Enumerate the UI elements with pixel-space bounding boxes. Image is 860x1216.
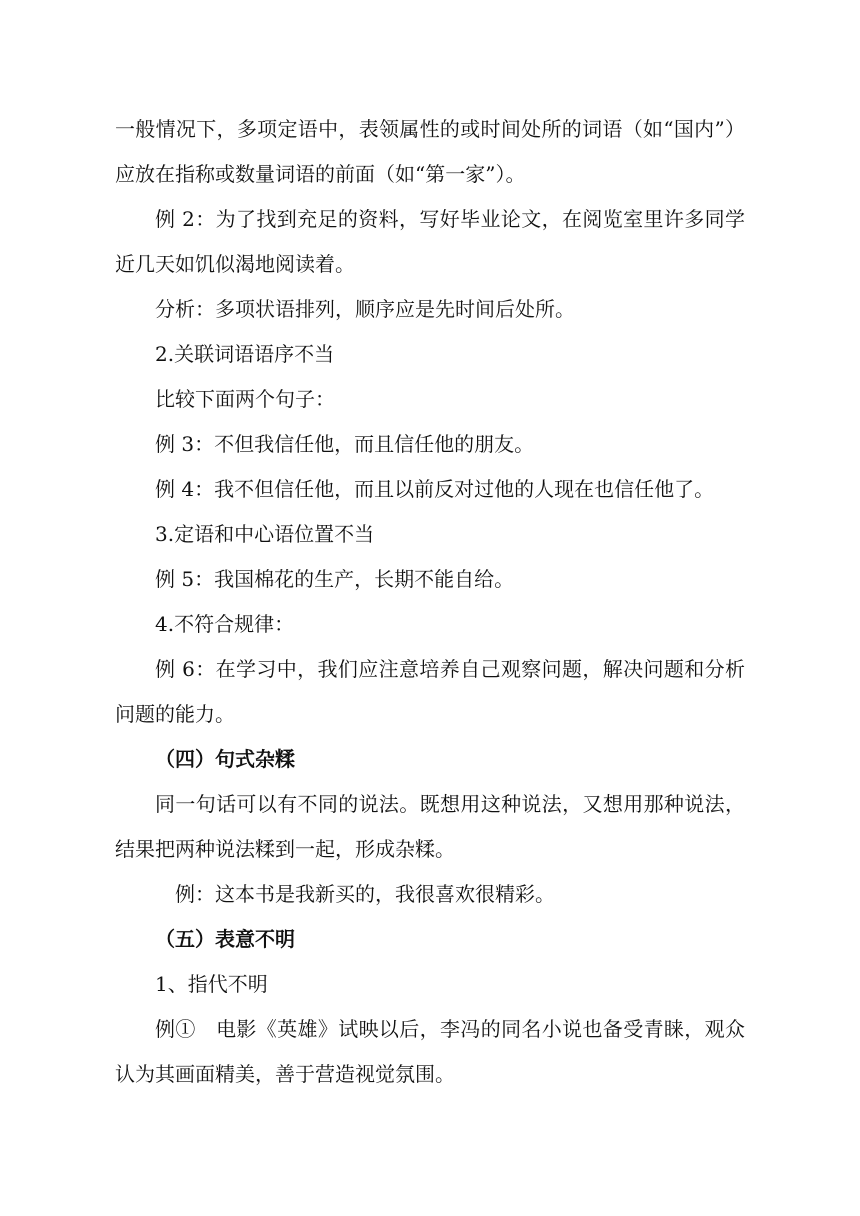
- heading-unclear-reference: 1、指代不明: [155, 972, 268, 996]
- section-heading-unclear-meaning: （五）表意不明: [155, 927, 295, 951]
- paragraph-mixed-structure: 同一句话可以有不同的说法。既想用这种说法，又想用那种说法，结果把两种说法糅到一起，形成杂糅。: [115, 792, 745, 861]
- heading-not-logical: 4.不符合规律：: [155, 612, 295, 636]
- paragraph-example-circled-1: 例① 电影《英雄》试映以后，李冯的同名小说也备受青睐，观众认为其画面精美，善于营造视觉氛围。: [115, 1017, 745, 1086]
- heading-conjunction-order: 2.关联词语语序不当: [155, 342, 335, 366]
- paragraph-compare: 比较下面两个句子：: [155, 387, 335, 411]
- paragraph-example-5: 例 5：我国棉花的生产，长期不能自给。: [155, 567, 515, 591]
- paragraph-attribute-order: 一般情况下，多项定语中，表领属性的或时间处所的词语（如“国内”）应放在指称或数量词语的前面（如“第一家”）。: [115, 117, 745, 186]
- paragraph-example-6: 例 6：在学习中，我们应注意培养自己观察问题，解决问题和分析问题的能力。: [115, 657, 745, 726]
- paragraph-example-3: 例 3：不但我信任他，而且信任他的朋友。: [155, 432, 535, 456]
- paragraph-analysis: 分析：多项状语排列，顺序应是先时间后处所。: [155, 297, 575, 321]
- paragraph-example-4: 例 4：我不但信任他，而且以前反对过他的人现在也信任他了。: [155, 477, 715, 501]
- heading-modifier-position: 3.定语和中心语位置不当: [155, 522, 375, 546]
- section-heading-mixed-structure: （四）句式杂糅: [155, 747, 295, 771]
- paragraph-example-2: 例 2：为了找到充足的资料，写好毕业论文，在阅览室里许多同学近几天如饥似渴地阅读着。: [115, 207, 745, 276]
- paragraph-mixed-example: 例：这本书是我新买的，我很喜欢很精彩。: [175, 882, 555, 906]
